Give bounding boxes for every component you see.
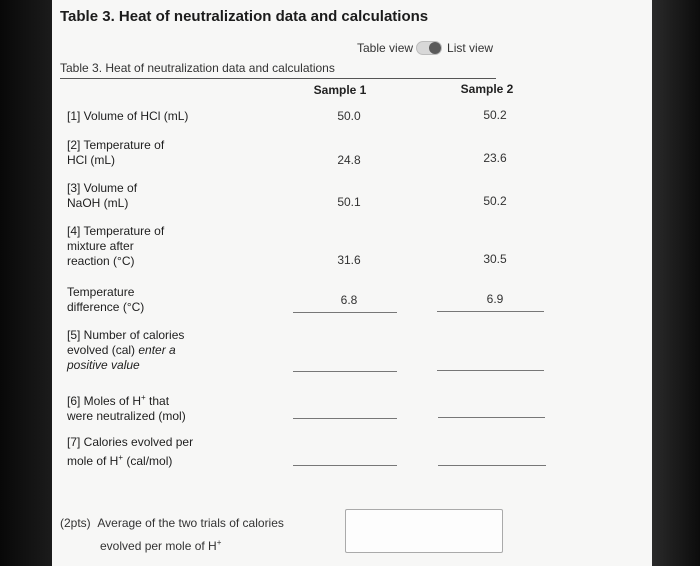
cell-r1-s1: 50.0 <box>337 109 361 123</box>
input-r8-s1[interactable] <box>293 465 397 466</box>
list-view-label[interactable]: List view <box>447 41 494 55</box>
points-label: (2pts) <box>60 516 91 530</box>
page-title: Table 3. Heat of neutralization data and calculations <box>60 8 429 25</box>
device-bezel-left <box>0 0 52 566</box>
view-toggle-switch[interactable] <box>416 41 442 55</box>
row-label-temp-difference <box>67 285 237 315</box>
input-r7-s1[interactable] <box>293 418 397 419</box>
cell-r2-s2: 23.6 <box>483 151 507 165</box>
label-line: [7] Calories evolved per <box>67 435 194 449</box>
cell-r4-s2: 30.5 <box>483 252 507 266</box>
label-line: (cal/mol) <box>123 454 173 468</box>
question-line: evolved per mole of H <box>100 539 217 553</box>
input-r7-s2[interactable] <box>438 417 545 418</box>
label-line: [3] Volume of <box>67 181 138 195</box>
superscript-plus: + <box>216 538 222 547</box>
cell-r5-s1: 6.8 <box>340 293 358 307</box>
row-label-volume-hcl: [1] Volume of HCl (mL) <box>67 109 189 123</box>
toggle-knob <box>429 42 441 54</box>
superscript-plus: + <box>141 393 146 402</box>
underline-r5-s1 <box>293 312 397 313</box>
label-line: HCl (mL) <box>67 153 115 167</box>
table-view-label[interactable]: Table view <box>357 41 414 55</box>
label-line: evolved (cal) <box>67 343 136 357</box>
underline-r5-s2 <box>437 311 544 312</box>
cell-r3-s2: 50.2 <box>483 194 507 208</box>
label-line: [6] Moles of H <box>67 394 142 408</box>
column-header-sample-1: Sample 1 <box>313 83 367 97</box>
input-r6-s2[interactable] <box>437 370 544 371</box>
row-label-moles-h <box>67 390 237 424</box>
label-line: that <box>145 394 170 408</box>
row-label-temp-mixture <box>67 224 237 269</box>
row-label-calories-per-mole <box>67 435 237 469</box>
cell-r4-s1: 31.6 <box>337 253 361 267</box>
label-line: difference (°C) <box>67 300 145 314</box>
cell-r5-s2: 6.9 <box>486 292 504 306</box>
label-line: [4] Temperature of <box>67 224 165 238</box>
cell-r3-s1: 50.1 <box>337 195 361 209</box>
label-line: Temperature <box>67 285 135 299</box>
label-line: [5] Number of calories <box>67 328 185 342</box>
average-answer-input[interactable] <box>345 509 503 553</box>
cell-r1-s2: 50.2 <box>483 108 507 122</box>
caption-divider <box>60 78 496 79</box>
view-toggle[interactable] <box>357 39 493 57</box>
input-r8-s2[interactable] <box>438 465 546 466</box>
label-hint: positive value <box>67 358 140 372</box>
label-line: [2] Temperature of <box>67 138 165 152</box>
row-label-volume-naoh <box>67 181 237 211</box>
label-hint: enter a <box>138 343 176 357</box>
label-line: were neutralized (mol) <box>67 409 186 423</box>
column-header-sample-2: Sample 2 <box>460 82 514 96</box>
label-line: mole of H <box>67 454 119 468</box>
superscript-plus: + <box>118 453 124 462</box>
label-line: reaction (°C) <box>67 254 135 268</box>
label-line: NaOH (mL) <box>67 196 129 210</box>
table-caption: Table 3. Heat of neutralization data and calculations <box>60 61 335 75</box>
cell-r2-s1: 24.8 <box>337 153 361 167</box>
row-label-calories-evolved <box>67 328 237 373</box>
input-r6-s1[interactable] <box>293 371 397 372</box>
average-question <box>60 514 284 556</box>
label-line: mixture after <box>67 239 134 253</box>
row-label-temp-hcl <box>67 138 237 168</box>
device-bezel-right <box>652 0 700 566</box>
question-line: Average of the two trials of calories <box>97 516 284 530</box>
